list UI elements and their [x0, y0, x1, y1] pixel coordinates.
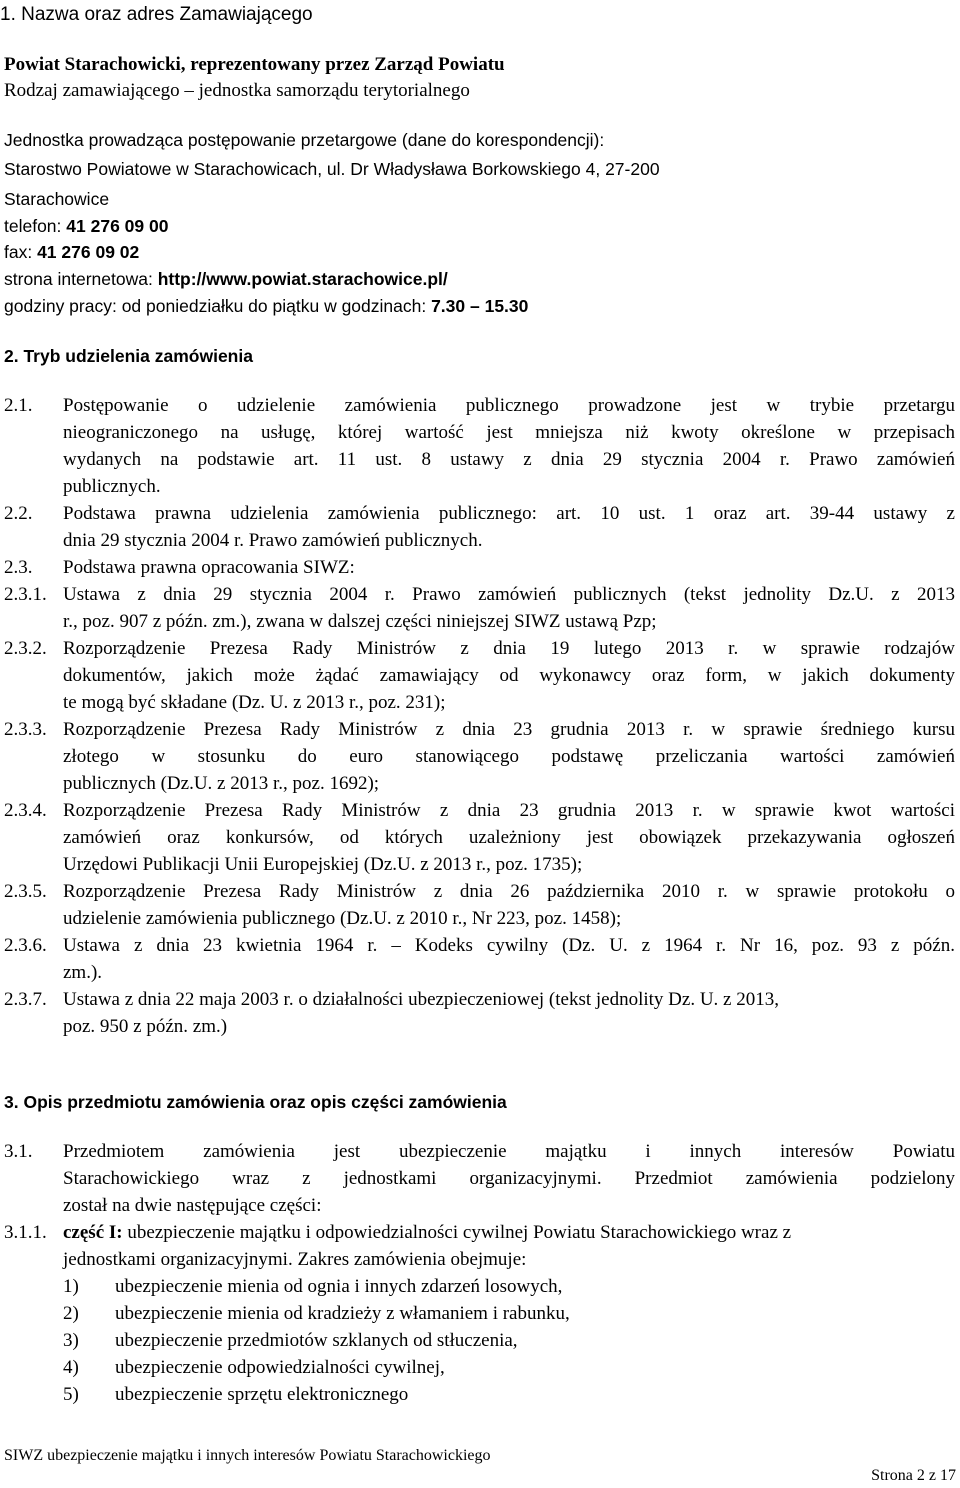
list-item	[63, 1328, 518, 1354]
hours-line	[4, 293, 528, 319]
clause-number: 2.3.7.	[4, 989, 47, 1010]
clause-3-1-line-3: został na dwie następujące części:	[63, 1195, 322, 1216]
fax-value: 41 276 09 02	[37, 242, 140, 262]
clause-2-3-2-line-1: Rozporządzenie Prezesa Rady Ministrów z dnia 19 lutego 2013 r. w sprawie rodzajów	[63, 638, 955, 659]
clause-2-1-line-3: wydanych na podstawie art. 11 ust. 8 ustawy z dnia 29 stycznia 2004 r. Prawo zamówień	[63, 449, 955, 470]
clause-number: 3.1.	[4, 1141, 33, 1162]
clause-3-1-line-2: Starachowickiego wraz z jednostkami organizacyjnymi. Przedmiot zamówienia podzielony	[63, 1168, 955, 1189]
clause-2-3-5-line-1: Rozporządzenie Prezesa Rady Ministrów z dnia 26 października 2010 r. w sprawie protokołu o	[63, 881, 955, 902]
clause-number: 2.2.	[4, 503, 33, 524]
clause-2-3-4-line-1: Rozporządzenie Prezesa Rady Ministrów z dnia 23 grudnia 2013 r. w sprawie kwot wartości	[63, 800, 955, 821]
clause-2-3-7-line-1: Ustawa z dnia 22 maja 2003 r. o działalności ubezpieczeniowej (tekst jednolity Dz. U. z 2013,	[63, 989, 779, 1010]
clause-2-3-3-line-2: złotego w stosunku do euro stanowiącego podstawę przeliczania wartości zamówień	[63, 746, 955, 767]
list-item-text: ubezpieczenie mienia od ognia i innych zdarzeń losowych,	[115, 1276, 563, 1297]
list-item-text: ubezpieczenie przedmiotów szklanych od stłuczenia,	[115, 1330, 518, 1351]
clause-2-3-text: Podstawa prawna opracowania SIWZ:	[63, 557, 355, 578]
list-item-text: ubezpieczenie odpowiedzialności cywilnej,	[115, 1357, 445, 1378]
clause-2-3-4-line-2: zamówień oraz konkursów, od których uzależniony jest obowiązek przekazywania ogłoszeń	[63, 827, 955, 848]
list-item-number: 4)	[63, 1357, 79, 1378]
clause-2-3-2-line-3: te mogą być składane (Dz. U. z 2013 r., poz. 231);	[63, 692, 446, 713]
clause-3-1-1-line-2: jednostkami organizacyjnymi. Zakres zamówienia obejmuje:	[63, 1249, 527, 1270]
clause-2-3-7-line-2: poz. 950 z późn. zm.)	[63, 1016, 228, 1037]
list-item-number: 1)	[63, 1276, 79, 1297]
list-item	[63, 1274, 562, 1300]
clause-3-1-1-line-1	[63, 1220, 955, 1246]
clause-2-2-line-2: dnia 29 stycznia 2004 r. Prawo zamówień publicznych.	[63, 530, 483, 551]
clause-number: 2.3.1.	[4, 584, 47, 605]
web-line	[4, 266, 448, 292]
phone-value: 41 276 09 00	[66, 216, 169, 236]
clause-2-3-1-line-2: r., poz. 907 z późn. zm.), zwana w dalszej części niniejszej SIWZ ustawą Pzp;	[63, 611, 657, 632]
org-name: Powiat Starachowicki, reprezentowany przez Zarząd Powiatu	[4, 54, 505, 75]
clause-2-1-line-1: Postępowanie o udzielenie zamówienia publicznego prowadzone jest w trybie przetargu	[63, 395, 955, 416]
phone-label: telefon:	[4, 216, 67, 236]
fax-line	[4, 239, 139, 265]
part-1-label: część I:	[63, 1222, 123, 1243]
clause-number: 2.1.	[4, 395, 33, 416]
clause-2-2-line-1: Podstawa prawna udzielenia zamówienia publicznego: art. 10 ust. 1 oraz art. 39-44 ustawy z	[63, 503, 955, 524]
clause-2-1-line-4: publicznych.	[63, 476, 161, 497]
clause-number: 3.1.1.	[4, 1222, 47, 1243]
list-item-number: 5)	[63, 1384, 79, 1405]
list-item-text: ubezpieczenie sprzętu elektronicznego	[115, 1384, 409, 1405]
footer-title: SIWZ ubezpieczenie majątku i innych interesów Powiatu Starachowickiego	[4, 1447, 491, 1464]
clause-number: 2.3.4.	[4, 800, 47, 821]
clause-2-3-3-line-1: Rozporządzenie Prezesa Rady Ministrów z dnia 23 grudnia 2013 r. w sprawie średniego kursu	[63, 719, 955, 740]
clause-2-3-6-line-1: Ustawa z dnia 23 kwietnia 1964 r. – Kodeks cywilny (Dz. U. z 1964 r. Nr 16, poz. 93 z późn.	[63, 935, 955, 956]
list-item-number: 3)	[63, 1330, 79, 1351]
clause-2-3-3-line-3: publicznych (Dz.U. z 2013 r., poz. 1692);	[63, 773, 380, 794]
web-label: strona internetowa:	[4, 269, 158, 289]
list-item	[63, 1355, 445, 1381]
phone-line	[4, 213, 168, 239]
list-item	[63, 1301, 570, 1327]
web-link[interactable]: http://www.powiat.starachowice.pl/	[157, 269, 448, 289]
clause-2-3-5-line-2: udzielenie zamówienia publicznego (Dz.U. z 2010 r., Nr 223, poz. 1458);	[63, 908, 622, 929]
part-1-desc: ubezpieczenie majątku i odpowiedzialności cywilnej Powiatu Starachowickiego wraz z	[122, 1222, 792, 1243]
section-3-heading: 3. Opis przedmiotu zamówienia oraz opis części zamówienia	[4, 1092, 507, 1112]
page-number: Strona 2 z 17	[871, 1467, 956, 1484]
hours-label: godziny pracy: od poniedziałku do piątku w godzinach:	[4, 296, 432, 316]
list-item	[63, 1382, 408, 1408]
clause-2-3-1-line-1: Ustawa z dnia 29 stycznia 2004 r. Prawo zamówień publicznych (tekst jednolity Dz.U. z 2013	[63, 584, 955, 605]
clause-2-3-4-line-3: Urzędowi Publikacji Unii Europejskiej (Dz.U. z 2013 r., poz. 1735);	[63, 854, 583, 875]
list-item-number: 2)	[63, 1303, 79, 1324]
clause-number: 2.3.2.	[4, 638, 47, 659]
unit-address-line-1: Starostwo Powiatowe w Starachowicach, ul. Dr Władysława Borkowskiego 4, 27-200	[4, 159, 660, 179]
clause-number: 2.3.6.	[4, 935, 47, 956]
clause-number: 2.3.	[4, 557, 33, 578]
section-2-heading: 2. Tryb udzielenia zamówienia	[4, 346, 253, 366]
unit-intro: Jednostka prowadząca postępowanie przetargowe (dane do korespondencji):	[4, 130, 605, 150]
clause-2-3-2-line-2: dokumentów, jakich może żądać zamawiający od wykonawcy oraz form, w jakich dokumenty	[63, 665, 955, 686]
clause-2-3-6-line-2: zm.).	[63, 962, 103, 983]
org-type: Rodzaj zamawiającego – jednostka samorządu terytorialnego	[4, 80, 470, 101]
section-1-heading: 1. Nazwa oraz adres Zamawiającego	[0, 4, 313, 25]
clause-3-1-line-1: Przedmiotem zamówienia jest ubezpieczenie majątku i innych interesów Powiatu	[63, 1141, 955, 1162]
list-item-text: ubezpieczenie mienia od kradzieży z włamaniem i rabunku,	[115, 1303, 570, 1324]
clause-number: 2.3.5.	[4, 881, 47, 902]
clause-2-1-line-2: nieograniczonego na usługę, której wartość jest mniejsza niż kwoty określone w przepisach	[63, 422, 955, 443]
fax-label: fax:	[4, 242, 38, 262]
hours-value: 7.30 – 15.30	[431, 296, 529, 316]
clause-number: 2.3.3.	[4, 719, 47, 740]
unit-address-line-2: Starachowice	[4, 189, 110, 209]
